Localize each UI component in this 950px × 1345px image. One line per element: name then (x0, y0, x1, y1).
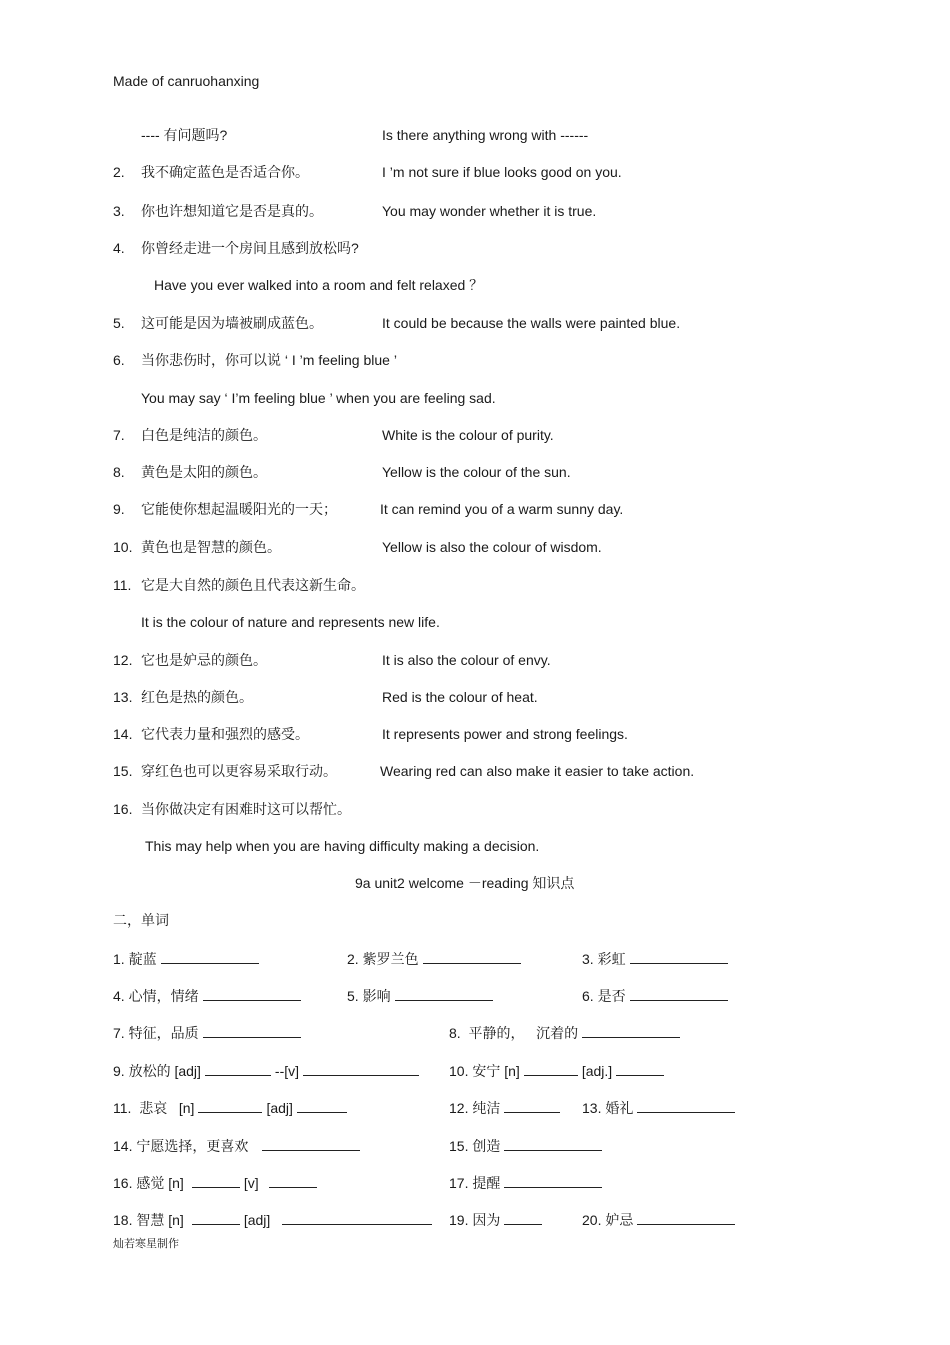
sentence-en: It can remind you of a warm sunny day. (380, 501, 624, 517)
answer-blank[interactable] (303, 1063, 419, 1076)
sentence-zh: 这可能是因为墙被刷成蓝色。 (141, 315, 323, 331)
sentence-number: 5. (113, 315, 125, 331)
sentence-en: I ’m not sure if blue looks good on you. (382, 164, 622, 180)
vocab-label: 19. 因为 (449, 1212, 501, 1228)
sentence-en: Is there anything wrong with ------ (382, 127, 589, 143)
sentence-zh: 它是大自然的颜色且代表这新生命。 (141, 577, 365, 593)
vocab-item (113, 1175, 321, 1191)
answer-blank[interactable] (504, 1212, 542, 1225)
sentence-en: Yellow is also the colour of wisdom. (382, 539, 602, 555)
answer-blank[interactable] (637, 1100, 735, 1113)
sentence-number: 7. (113, 427, 125, 443)
vocab-item (449, 1025, 684, 1041)
vocab-label: 8. 平静的， 沉着的 (449, 1025, 579, 1041)
sentence-en: It could be because the walls were painted blue. (382, 315, 681, 331)
vocab-label: [adj.] (581, 1063, 613, 1079)
vocab-item (449, 1063, 668, 1079)
answer-blank[interactable] (504, 1175, 602, 1188)
sentence-en: It represents power and strong feelings. (382, 726, 628, 742)
sentence-number: 4. (113, 240, 125, 256)
sentence-en: It is also the colour of envy. (382, 652, 551, 668)
sentence-zh: 红色是热的颜色。 (141, 689, 253, 705)
answer-blank[interactable] (582, 1025, 680, 1038)
answer-blank[interactable] (297, 1100, 347, 1113)
vocab-label: 6. 是否 (582, 988, 626, 1004)
page-header: Made of canruohanxing (113, 73, 260, 89)
sentence-en: You may wonder whether it is true. (382, 203, 597, 219)
vocab-item (582, 1100, 739, 1116)
answer-blank[interactable] (395, 988, 493, 1001)
answer-blank[interactable] (161, 951, 259, 964)
answer-blank[interactable] (504, 1100, 560, 1113)
vocab-label: --[v] (274, 1063, 300, 1079)
vocab-label: 3. 彩虹 (582, 951, 626, 967)
vocab-item (582, 1212, 739, 1228)
sentence-zh: 它能使你想起温暖阳光的一天； (141, 501, 337, 517)
vocab-item (449, 1212, 546, 1228)
sentence-en: It is the colour of nature and represents new life. (141, 614, 440, 630)
vocab-label: [adj] (266, 1100, 293, 1116)
answer-blank[interactable] (423, 951, 521, 964)
section-title: 9a unit2 welcome －reading 知识点 (355, 875, 575, 891)
vocab-label: 1. 靛蓝 (113, 951, 157, 967)
vocab-heading: 二，单词 (113, 912, 169, 928)
sentence-number: 15. (113, 763, 133, 779)
answer-blank[interactable] (637, 1212, 735, 1225)
answer-blank[interactable] (203, 1025, 301, 1038)
vocab-item (113, 1025, 305, 1041)
answer-blank[interactable] (630, 951, 728, 964)
sentence-en: Yellow is the colour of the sun. (382, 464, 571, 480)
sentence-zh: 它代表力量和强烈的感受。 (141, 726, 309, 742)
vocab-item (113, 1212, 436, 1228)
vocab-label: 18. 智慧 [n] (113, 1212, 184, 1228)
vocab-item (347, 951, 525, 967)
vocab-item (449, 1175, 606, 1191)
vocab-label: 2. 紫罗兰色 (347, 951, 419, 967)
sentence-number: 10. (113, 539, 133, 555)
sentence-number: 13. (113, 689, 133, 705)
page-footer: 灿若寒星制作 (113, 1238, 179, 1250)
vocab-label: 16. 感觉 [n] (113, 1175, 184, 1191)
vocab-label: 14. 宁愿选择，更喜欢 (113, 1138, 249, 1154)
vocab-label: 13. 婚礼 (582, 1100, 634, 1116)
vocab-label: 5. 影响 (347, 988, 391, 1004)
vocab-item (449, 1138, 606, 1154)
sentence-zh: 当你悲伤时，你可以说 ‘ I ’m feeling blue ’ (141, 352, 397, 368)
answer-blank[interactable] (192, 1175, 240, 1188)
sentence-number: 14. (113, 726, 133, 742)
sentence-number: 16. (113, 801, 133, 817)
sentence-zh: 它也是妒忌的颜色。 (141, 652, 267, 668)
sentence-zh: 你也许想知道它是否是真的。 (141, 203, 323, 219)
answer-blank[interactable] (205, 1063, 271, 1076)
vocab-label: [adj] (243, 1212, 271, 1228)
sentence-number: 8. (113, 464, 125, 480)
vocab-item (582, 988, 732, 1004)
vocab-label: 20. 妒忌 (582, 1212, 634, 1228)
sentence-en: Red is the colour of heat. (382, 689, 538, 705)
answer-blank[interactable] (504, 1138, 602, 1151)
vocab-item (113, 1100, 351, 1116)
sentence-en: Have you ever walked into a room and felt relaxed ？ (154, 277, 484, 293)
vocab-label: 7. 特征，品质 (113, 1025, 199, 1041)
answer-blank[interactable] (616, 1063, 664, 1076)
sentence-en: This may help when you are having difficulty making a decision. (145, 838, 540, 854)
vocab-label: 10. 安宁 [n] (449, 1063, 520, 1079)
vocab-label: 12. 纯洁 (449, 1100, 501, 1116)
vocab-label: 15. 创造 (449, 1138, 501, 1154)
sentence-en: White is the colour of purity. (382, 427, 554, 443)
sentence-number: 11. (113, 577, 132, 593)
vocab-item (347, 988, 497, 1004)
sentence-zh: 穿红色也可以更容易采取行动。 (141, 763, 337, 779)
answer-blank[interactable] (524, 1063, 578, 1076)
sentence-number: 3. (113, 203, 125, 219)
vocab-item (113, 951, 263, 967)
vocab-label: 11. 悲哀 [n] (113, 1100, 195, 1116)
sentence-number: 2. (113, 164, 125, 180)
vocab-item (113, 1063, 423, 1079)
sentence-zh: 白色是纯洁的颜色。 (141, 427, 267, 443)
sentence-en: Wearing red can also make it easier to take action. (380, 763, 695, 779)
answer-blank[interactable] (630, 988, 728, 1001)
sentence-zh: 我不确定蓝色是否适合你。 (141, 164, 309, 180)
vocab-item (113, 988, 305, 1004)
sentence-zh: 当你做决定有困难时这可以帮忙。 (141, 801, 351, 817)
answer-blank[interactable] (192, 1212, 240, 1225)
answer-blank[interactable] (269, 1175, 317, 1188)
vocab-item (582, 951, 732, 967)
sentence-zh: 你曾经走进一个房间且感到放松吗? (141, 240, 359, 256)
sentence-number: 6. (113, 352, 125, 368)
answer-blank[interactable] (203, 988, 301, 1001)
vocab-item (113, 1138, 364, 1154)
answer-blank[interactable] (198, 1100, 262, 1113)
answer-blank[interactable] (262, 1138, 360, 1151)
sentence-zh: 黄色也是智慧的颜色。 (141, 539, 281, 555)
vocab-label: 4. 心情，情绪 (113, 988, 199, 1004)
vocab-label: [v] (243, 1175, 259, 1191)
sentence-number: 9. (113, 501, 125, 517)
vocab-label: 17. 提醒 (449, 1175, 501, 1191)
sentence-en: You may say ‘ I’m feeling blue ’ when you are feeling sad. (141, 390, 496, 406)
sentence-number: 12. (113, 652, 133, 668)
sentence-zh: ---- 有问题吗? (141, 127, 228, 143)
answer-blank[interactable] (282, 1212, 432, 1225)
vocab-label: 9. 放松的 [adj] (113, 1063, 201, 1079)
sentence-zh: 黄色是太阳的颜色。 (141, 464, 267, 480)
vocab-item (449, 1100, 564, 1116)
